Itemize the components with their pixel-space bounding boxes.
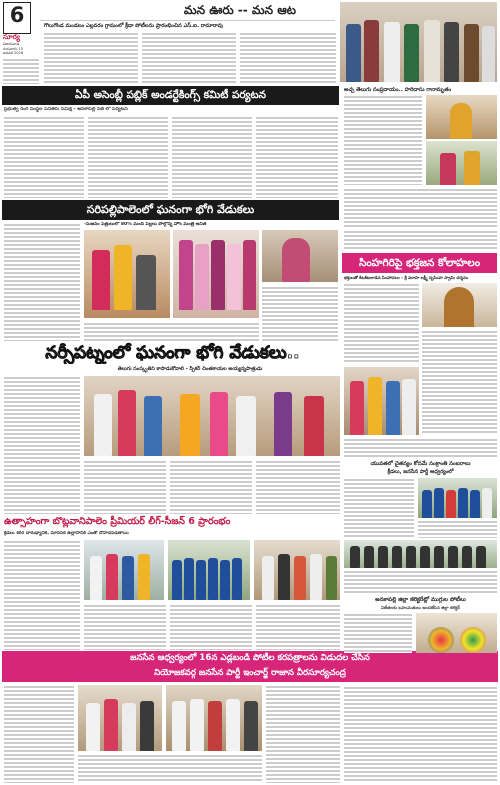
saripalli-col-mid	[84, 322, 259, 342]
devotees-photo	[344, 367, 419, 435]
assembly-col-2	[88, 116, 168, 198]
haridasu-article-body	[344, 95, 422, 185]
haridasu-photo-1	[426, 95, 497, 139]
headline-assembly-committee: ఏపీ అసెంబ్లీ పబ్లిక్ అండర్టేకింగ్స్ కమిటీ పర్యటన	[2, 86, 339, 105]
headline-janasena-line-1: జనసేన ఆధ్వర్యంలో 16న ఎడ్లబండి పోటీల కరపత్రాలను విడుదల చేసిన	[130, 653, 370, 663]
headline-simhagiri: సింహగిరిపై భక్తజన కోలాహలం	[342, 253, 497, 273]
subhead-saripalli: -సుజనం పత్రులులో 80% మంది పిల్లలు పొల్గొన్న హోం మంత్రి అనిత	[84, 222, 207, 227]
lead-headline: గొలుగొండ మండలం ఎల్లవరం గ్రామంలో క్రీడా పోటీలను ప్రారంభించిన ఎస్.ఐ. రామారావు	[44, 23, 223, 29]
youth-col-2	[418, 520, 497, 538]
date-line-2: గురువారం 15	[3, 46, 24, 51]
league-col-4	[256, 604, 340, 650]
janasena-col-3	[266, 685, 340, 783]
janasena-col-2	[78, 754, 262, 783]
lead-article-body-3	[240, 32, 336, 84]
women-sarees-photo	[173, 230, 259, 318]
lead-article-body-2	[142, 32, 236, 84]
masthead-slogan: మన ఊరు -- మన ఆట	[183, 3, 297, 17]
rangoli-col-2	[344, 686, 497, 783]
headline-janasena-line-2: నియోజకవర్గ జనసేన పార్టీ ఇంచార్జ్ రాజాన వీరసూర్యచంద్ర	[154, 668, 346, 678]
headline-narsipatnam-bhogi: నర్సీపట్నంలో ఘనంగా భోగి వేడుకలు..	[6, 342, 339, 364]
subhead-premier-league: క్రీడలు శరీర దారుఢ్యానికి, మానసిక ఉల్లాసానికి ఎంతో దోహదపడతాయి	[4, 531, 129, 536]
simhachalam-temple-photo	[422, 283, 497, 327]
haridasu-col-bottom	[344, 188, 497, 228]
rangoli-col-1	[344, 613, 412, 653]
youth-col-1	[344, 478, 414, 538]
saripalli-col-left	[4, 223, 80, 341]
assembly-col-1	[4, 116, 84, 198]
page-number	[3, 2, 31, 34]
league-col-left	[4, 540, 80, 650]
headline-janasena-bullock-race	[2, 651, 498, 682]
narsipatnam-col-2	[84, 460, 166, 514]
top-right-group-photo	[340, 2, 497, 82]
simhagiri-col-3	[344, 438, 497, 458]
haridasu-photo-2	[426, 141, 497, 185]
date-line	[3, 42, 41, 56]
headline-youth-sankranti: యువతలో చైతన్యం కోసమే సంక్రాంతి సంబరాలు	[370, 461, 471, 467]
youth-col-3	[344, 570, 497, 594]
narsipatnam-col-4	[256, 460, 340, 514]
simhagiri-col-2	[422, 330, 497, 435]
league-col-2	[84, 604, 166, 650]
subhead-narsipatnam: తెలుగు సంస్కృతిని కాపాడుకోవాలి - స్పీకర్ చింతకాయల అయ్యన్నపాత్రుడు	[117, 366, 263, 372]
headline-premier-league: ఉత్సాహంగా బొట్లవానిపాలెం ప్రీమియర్ లీగ్-సీజన్ 6 ప్రారంభం	[4, 516, 231, 527]
saripalli-col-right	[262, 286, 338, 342]
assembly-col-4	[256, 116, 338, 198]
headline-rangoli-contest: అనకాపల్లి జిల్లా కలెక్టరేట్లో ముగ్గుల పోటీలు	[375, 597, 466, 603]
subhead-assembly-committee: ప్రభుత్వ రంగ సంస్థల పనితీరు సమీక్ష - అనకాపల్లి సెజ్ లో పర్యటన	[4, 107, 128, 112]
date-line-3: జనవరి 2026	[3, 51, 24, 56]
date-line-1: విజయవాడ	[3, 42, 20, 46]
intro-article-body	[3, 58, 39, 84]
youth-team-photo	[344, 540, 497, 568]
assembly-col-3	[172, 116, 252, 198]
league-col-3	[170, 604, 252, 650]
right-article-cont	[344, 230, 497, 250]
minister-portrait-photo	[262, 230, 338, 282]
page-number-text: 6	[9, 3, 25, 27]
cricket-team-photo-1	[84, 540, 164, 600]
narsipatnam-col-left	[4, 376, 80, 514]
subhead-rangoli-contest: విజేతలకు బహుమతులు అందజేసిన జిల్లా కలెక్టర్	[381, 605, 460, 610]
rangoli-photo	[416, 613, 497, 653]
janasena-col-left	[4, 685, 74, 783]
cricket-team-photo-3	[254, 540, 340, 600]
subhead-simhagiri: భక్తులతో కిటకిటలాడిన సింహాచలం - శ్రీ వరాహ లక్ష్మీ నృసింహ స్వామి దర్శనం	[344, 275, 469, 280]
subhead-youth-sankranti: క్రీడలు, జనసేన పార్టీ ఆధ్వర్యంలో	[387, 469, 454, 475]
narsipatnam-col-3	[170, 460, 252, 514]
bhogi-celebration-photo	[84, 230, 170, 318]
janasena-leaders-photo	[166, 685, 262, 751]
speaker-festival-photo	[84, 376, 340, 456]
cricket-team-photo-2	[168, 540, 250, 600]
paper-name: సూర్య	[3, 33, 20, 41]
janasena-pamphlet-photo	[78, 685, 162, 751]
youth-sports-photo	[418, 478, 497, 518]
simhagiri-col-1	[344, 283, 419, 363]
lead-article-body-1	[44, 32, 138, 84]
right-top-headline: అచ్చ తెలుగు సంప్రదాయం.. హరిదాసు గానామృతం	[344, 87, 452, 93]
masthead-rule	[40, 20, 335, 21]
headline-saripalli-bhogi: సరిపల్లిపాలెంలో ఘనంగా భోగి వేడుకలు	[2, 200, 339, 220]
